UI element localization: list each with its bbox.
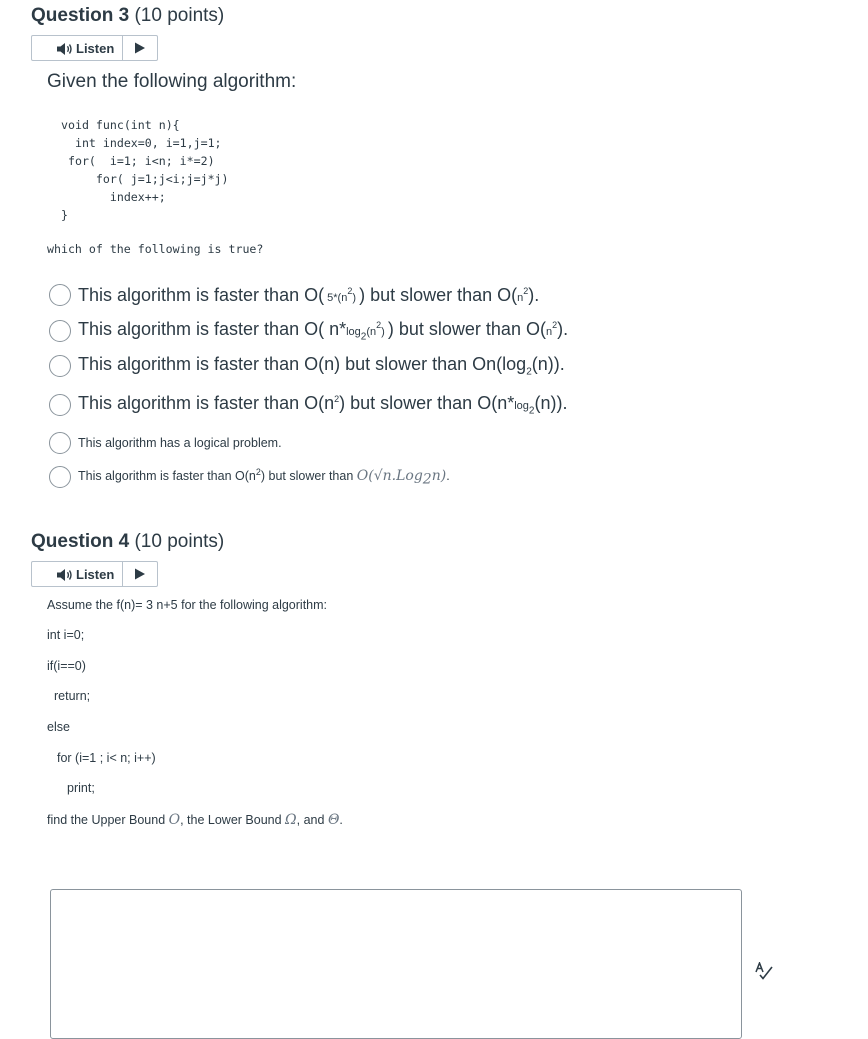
omega-symbol: Ω bbox=[285, 812, 297, 828]
speaker-icon bbox=[56, 42, 74, 56]
speaker-icon bbox=[56, 568, 74, 582]
spellcheck-icon bbox=[754, 962, 774, 980]
q4-text-line: if(i==0) bbox=[47, 659, 86, 673]
answer-option-6[interactable] bbox=[49, 466, 450, 488]
radio-button[interactable] bbox=[49, 466, 71, 488]
spellcheck-button[interactable] bbox=[754, 962, 774, 985]
question-stem: Given the following algorithm: bbox=[47, 71, 297, 92]
question-number: Question 4 bbox=[31, 531, 130, 552]
option-text: This algorithm is faster than $O(n^2)$ but slower than O(√n.Log2n). bbox=[78, 466, 450, 488]
q4-text-line: for (i=1 ; i< n; i++) bbox=[57, 751, 156, 765]
answer-option-5[interactable] bbox=[49, 432, 282, 454]
radio-button[interactable] bbox=[49, 284, 71, 306]
listen-label: Listen bbox=[76, 40, 115, 56]
question-number: Question 3 bbox=[31, 5, 130, 26]
question-prompt: which of the following is true? bbox=[47, 242, 264, 256]
radio-button[interactable] bbox=[49, 355, 71, 377]
option-text: This algorithm is faster than $O(n^2)$ but slower than $O(n*\log_2(n))$. bbox=[78, 393, 568, 417]
listen-button[interactable] bbox=[32, 562, 123, 586]
answer-option-3[interactable] bbox=[49, 354, 565, 378]
option-text: This algorithm is faster than O( $5*(n^2)$ ) but slower than $O(n^2)$. bbox=[78, 284, 540, 305]
radio-button[interactable] bbox=[49, 432, 71, 454]
listen-label: Listen bbox=[76, 566, 115, 582]
theta-symbol: Θ bbox=[327, 812, 340, 828]
radio-button[interactable] bbox=[49, 320, 71, 342]
question-4-heading bbox=[31, 531, 224, 553]
big-o-symbol: O bbox=[168, 812, 181, 828]
play-icon bbox=[134, 42, 146, 54]
question-points: (10 points) bbox=[134, 5, 225, 26]
answer-option-2[interactable] bbox=[49, 319, 568, 343]
option-text: This algorithm is faster than O(n) but slower than $On(\log_2(n))$. bbox=[78, 354, 565, 378]
play-button[interactable] bbox=[123, 562, 157, 586]
answer-textarea[interactable] bbox=[50, 889, 742, 1039]
q4-text-line: Assume the f(n)= 3 n+5 for the following algorithm: bbox=[47, 598, 328, 612]
q4-text-line: print; bbox=[67, 781, 95, 795]
q4-text-line: else bbox=[47, 720, 70, 734]
question-points: (10 points) bbox=[134, 531, 225, 552]
play-button[interactable] bbox=[123, 36, 157, 60]
question-3-heading bbox=[31, 5, 224, 27]
listen-control bbox=[31, 561, 158, 587]
q4-text-line: int i=0; bbox=[47, 628, 85, 642]
q4-text-line: return; bbox=[54, 689, 91, 703]
answer-option-4[interactable] bbox=[49, 393, 567, 417]
listen-control bbox=[31, 35, 158, 61]
q4-text-line: find the Upper Bound O, the Lower Bound Ω, and Θ. bbox=[47, 812, 343, 828]
radio-button[interactable] bbox=[49, 394, 71, 416]
answer-option-1[interactable] bbox=[49, 284, 539, 306]
code-block: void func(int n){ int index=0, i=1,j=1; for( i=1; i<n; i*=2) for( j=1;j<i;j=j*j) index++; } bbox=[61, 118, 229, 222]
option-text: This algorithm has a logical problem. bbox=[78, 436, 282, 450]
option-text: This algorithm is faster than O( $n*\log_2(n^2)$ ) but slower than $O(n^2)$. bbox=[78, 319, 569, 343]
play-icon bbox=[134, 568, 146, 580]
listen-button[interactable] bbox=[32, 36, 123, 60]
